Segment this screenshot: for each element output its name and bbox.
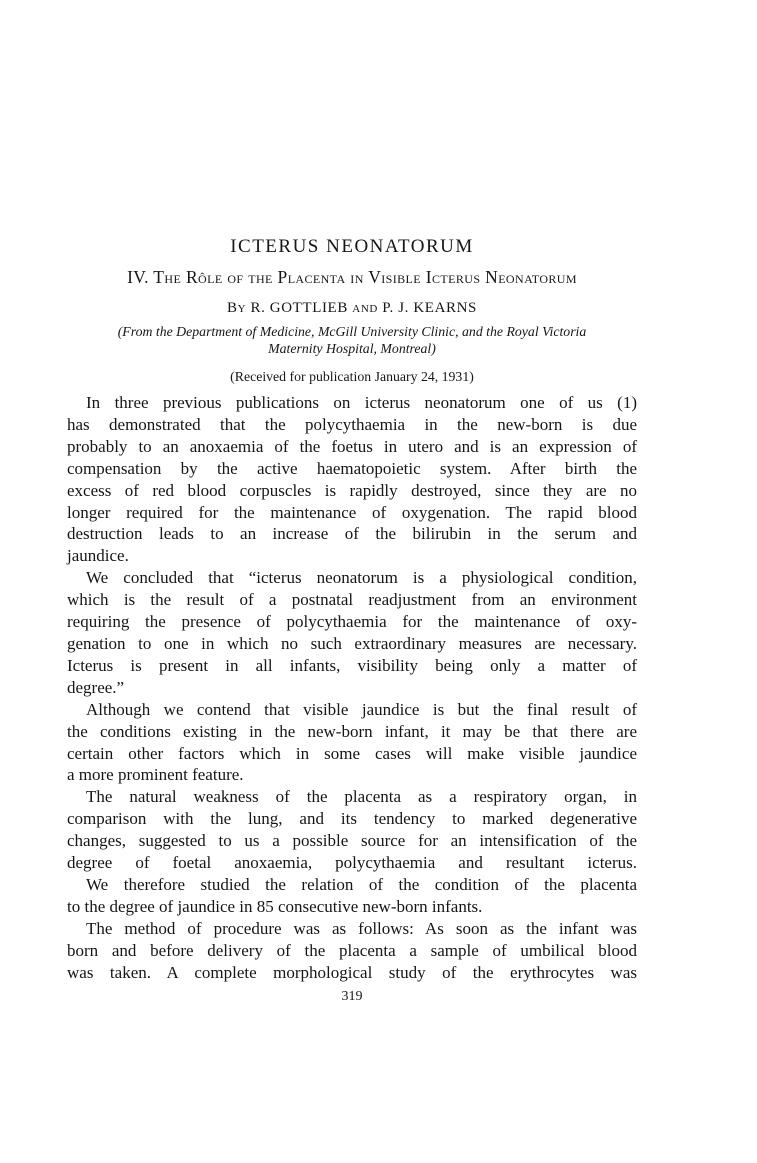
text-line: excess of red blood corpuscles is rapidly destroyed, since they are no <box>67 480 637 500</box>
article-title: ICTERUS NEONATORUM <box>230 236 474 257</box>
text-line: probably to an anoxaemia of the foetus in utero and is an expression of <box>67 436 637 456</box>
text-line: Although we contend that visible jaundice is but the final result of <box>86 699 637 719</box>
text-line: born and before delivery of the placenta a sample of umbilical blood <box>67 940 637 960</box>
text-line: Icterus is present in all infants, visibility being only a matter of <box>67 655 637 675</box>
text-line: changes, suggested to us a possible source for an intensification of the <box>67 831 637 851</box>
text-line: the conditions existing in the new-born infant, it may be that there are <box>67 721 637 741</box>
text-line: comparison with the lung, and its tendency to marked degenerative <box>67 809 637 829</box>
text-line: The natural weakness of the placenta as a respiratory organ, in <box>86 787 637 807</box>
text-line: to the degree of jaundice in 85 consecutive new-born infants. <box>67 896 483 916</box>
affiliation-line: (From the Department of Medicine, McGill University Clinic, and the Royal Victoria <box>117 324 587 339</box>
paragraph <box>67 786 637 874</box>
page-number: 319 <box>341 989 363 1005</box>
text-line: genation to one in which no such extraordinary measures are necessary. <box>67 633 637 653</box>
article-subtitle: IV. The Rôle of the Placenta in Visible Icterus Neonatorum <box>127 267 577 287</box>
text-line: has demonstrated that the polycythaemia in the new-born is due <box>67 414 637 434</box>
text-line: We concluded that “icterus neonatorum is a physiological condition, <box>86 568 637 588</box>
paragraph <box>67 874 637 918</box>
received-date-line: (Received for publication January 24, 1931) <box>230 369 474 384</box>
text-line: was taken. A complete morphological study of the erythrocytes was <box>67 962 637 982</box>
article-body <box>67 392 637 983</box>
paragraph <box>67 918 637 984</box>
text-line: We therefore studied the relation of the condition of the placenta <box>86 874 637 894</box>
paragraph <box>67 567 637 698</box>
text-line: requiring the presence of polycythaemia for the maintenance of oxy- <box>67 612 637 632</box>
text-line: degree.” <box>67 677 125 697</box>
text-line: a more prominent feature. <box>67 765 244 785</box>
text-line: certain other factors which in some cases will make visible jaundice <box>67 743 637 763</box>
text-column <box>67 0 637 1005</box>
text-line: longer required for the maintenance of oxygenation. The rapid blood <box>67 502 637 522</box>
affiliation <box>67 324 637 357</box>
affiliation-line: Maternity Hospital, Montreal) <box>268 340 436 356</box>
text-line: degree of foetal anoxaemia, polycythaemia and resultant icterus. <box>67 853 637 873</box>
text-line: In three previous publications on icterus neonatorum one of us (1) <box>86 393 637 412</box>
text-line: The method of procedure was as follows: As soon as the infant was <box>86 918 637 938</box>
paragraph <box>67 392 637 567</box>
text-line: destruction leads to an increase of the bilirubin in the serum and <box>67 524 637 544</box>
text-line: which is the result of a postnatal readjustment from an environment <box>67 590 637 610</box>
paragraph <box>67 699 637 787</box>
text-line: compensation by the active haematopoietic system. After birth the <box>67 458 637 478</box>
author-byline: By R. GOTTLIEB and P. J. KEARNS <box>227 300 477 316</box>
text-line: jaundice. <box>67 546 129 566</box>
